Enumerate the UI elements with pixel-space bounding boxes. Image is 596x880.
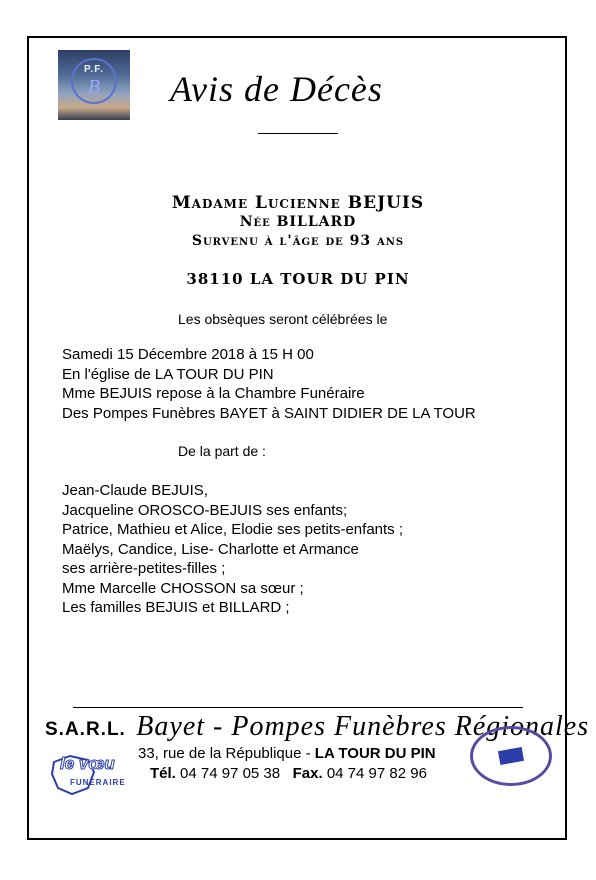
fax-label: Fax. bbox=[292, 765, 323, 782]
approved-company-seal-icon bbox=[470, 726, 552, 786]
voeu-funeraire-logo bbox=[48, 750, 128, 798]
company-address bbox=[138, 745, 436, 762]
family-line: ses arrière-petites-filles ; bbox=[62, 560, 226, 577]
seal-center-icon bbox=[498, 747, 524, 765]
deceased-age: Survenu à l'âge de 93 ans bbox=[191, 233, 405, 249]
logo-initials: P.F. bbox=[84, 64, 104, 75]
footer-divider bbox=[73, 707, 523, 708]
family-line: Maëlys, Candice, Lise- Charlotte et Armance bbox=[62, 540, 359, 558]
voeu-logo-text: le vœu bbox=[60, 754, 115, 773]
deceased-birth-name: Née BILLARD bbox=[239, 214, 357, 230]
title-divider bbox=[258, 133, 338, 134]
deceased-town: 38110 LA TOUR DU PIN bbox=[186, 270, 410, 288]
ceremony-line: Des Pompes Funèbres BAYET à SAINT DIDIER DE LA TOUR bbox=[62, 404, 476, 422]
deceased-name: Madame Lucienne BEJUIS bbox=[171, 193, 425, 213]
ceremony-details bbox=[62, 345, 476, 423]
fax-number: 04 74 97 82 96 bbox=[326, 765, 427, 782]
family-list bbox=[62, 481, 403, 618]
logo-letter: B bbox=[87, 76, 101, 98]
company-legal-form: S.A.R.L. bbox=[45, 719, 126, 740]
company-phones bbox=[150, 765, 427, 782]
ceremony-line: En l'église de LA TOUR DU PIN bbox=[62, 365, 274, 383]
tel-label: Tél. bbox=[150, 765, 176, 782]
company-title: Bayet - Pompes Funèbres Régionales bbox=[136, 711, 590, 742]
ceremony-intro: Les obsèques seront célébrées le bbox=[178, 311, 388, 327]
ceremony-line: Samedi 15 Décembre 2018 à 15 H 00 bbox=[62, 346, 314, 363]
tel-number: 04 74 97 05 38 bbox=[180, 765, 281, 782]
ceremony-line: Mme BEJUIS repose à la Chambre Funéraire bbox=[62, 385, 365, 402]
family-line: Jean-Claude BEJUIS, bbox=[62, 482, 208, 499]
address-street: 33, rue de la République - bbox=[138, 745, 315, 762]
page-title: Avis de Décès bbox=[170, 69, 383, 109]
family-line: Mme Marcelle CHOSSON sa sœur ; bbox=[62, 579, 304, 597]
family-line: Patrice, Mathieu et Alice, Elodie ses petits-enfants ; bbox=[62, 521, 404, 538]
pf-bayet-logo bbox=[58, 50, 130, 120]
family-line: Jacqueline OROSCO-BEJUIS ses enfants; bbox=[62, 501, 348, 519]
voeu-logo-sub: FUNÉRAIRE bbox=[70, 778, 126, 787]
address-town: LA TOUR DU PIN bbox=[314, 745, 436, 762]
family-line: Les familles BEJUIS et BILLARD ; bbox=[62, 599, 290, 616]
family-intro: De la part de : bbox=[178, 443, 266, 459]
